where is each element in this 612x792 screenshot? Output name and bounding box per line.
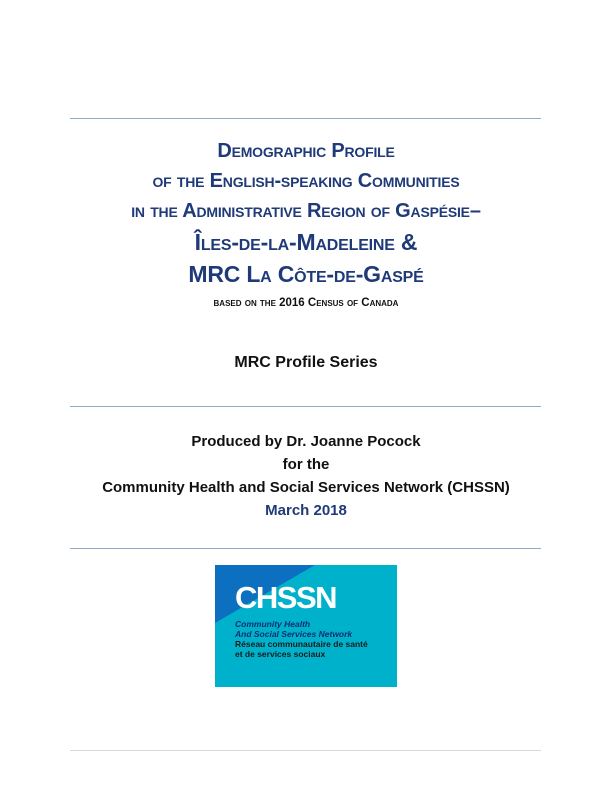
series-label: MRC Profile Series [234,354,378,371]
title-line-1: Demographic Profile [217,140,395,162]
produced-by: Produced by Dr. Joanne Pocock [191,433,421,450]
publication-date: March 2018 [265,502,347,519]
top-divider [70,118,541,119]
title-line-5: MRC La Côte-de-Gaspé [188,261,424,287]
logo-wordmark: CHSSN [235,580,337,615]
title-line-2: of the English-speaking Communities [152,170,460,192]
logo-tagline-line-2: And Social Services Network [235,629,353,639]
document-title [40,136,572,314]
lower-divider [70,548,541,549]
credits-block [40,430,572,522]
for-the: for the [282,456,330,473]
logo-text [235,581,368,659]
logo-tagline-line-1: Community Health [235,619,311,629]
document-subtitle: based on the 2016 Census of Canada [213,297,399,309]
organization-name: Community Health and Social Services Network (CHSSN) [102,479,510,496]
logo-tagline-line-3: Réseau communautaire de santé [235,639,368,649]
middle-divider [70,406,541,407]
logo-tagline-line-4: et de services sociaux [235,649,326,659]
bottom-divider [70,750,541,751]
title-line-4: Îles-de-la-Madeleine & [194,229,418,255]
chssn-logo [215,565,397,687]
logo-tagline [235,619,368,659]
title-line-3: in the Administrative Region of Gaspésie– [131,200,481,222]
